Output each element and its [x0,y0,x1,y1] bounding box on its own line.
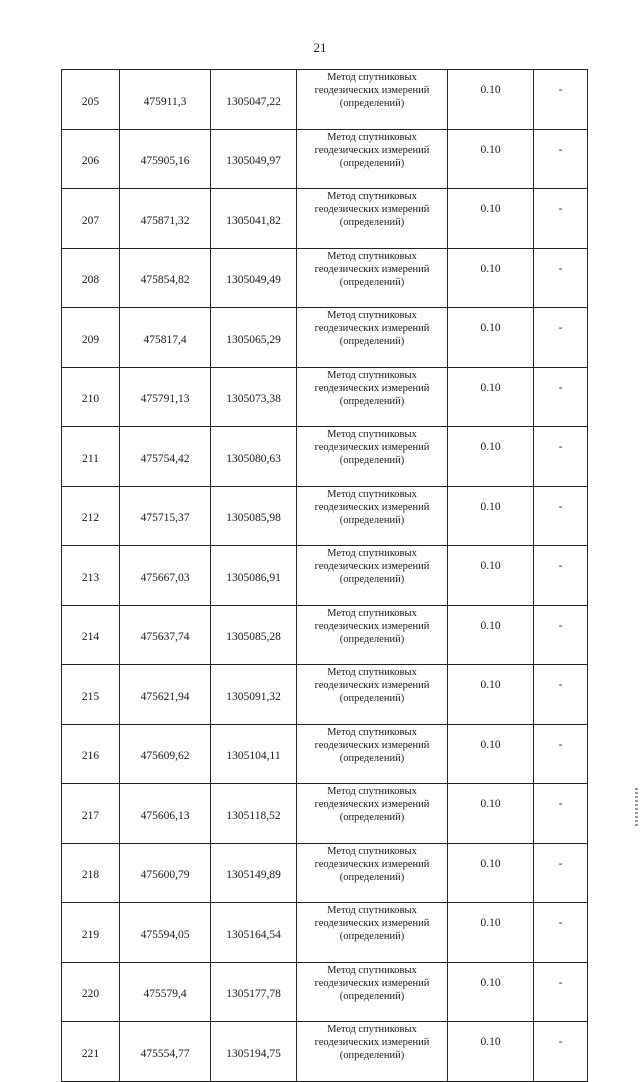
method-line: геодезических измерений [314,263,430,275]
method-line: (определений) [339,633,405,645]
method-line: (определений) [339,98,405,109]
y-coordinate-cell: 1305164,54 [211,903,297,963]
note-cell: - [534,724,588,784]
table-row [62,367,588,427]
x-coordinate-cell: 475609,62 [120,724,211,784]
point-number-cell: 217 [62,784,120,844]
method-line: Метод спутниковых [327,607,417,619]
note-cell: - [534,1022,588,1082]
table-row [62,129,588,189]
x-coordinate-cell: 475871,32 [120,189,211,249]
table-row [62,784,588,844]
y-coordinate-cell: 1305065,29 [211,308,297,368]
precision-cell: 0.10 [448,189,534,249]
note-cell: - [534,962,588,1022]
table-row [62,70,588,130]
table-row [62,546,588,606]
method-line: геодезических измерений [314,977,430,989]
note-cell: - [534,189,588,249]
method-cell [297,1022,448,1082]
page-number: 21 [313,40,327,55]
y-coordinate-cell: 1305085,28 [211,605,297,665]
method-line: геодезических измерений [314,739,430,751]
point-number-cell: 205 [62,70,120,130]
y-coordinate-cell: 1305041,82 [211,189,297,249]
table-row [62,724,588,784]
method-line: (определений) [339,1050,405,1061]
method-line: Метод спутниковых [327,1024,417,1035]
method-line: геодезических измерений [314,680,430,691]
method-line: (определений) [339,812,405,823]
method-cell [297,427,448,487]
method-line: Метод спутниковых [327,72,417,83]
point-number-cell: 211 [62,427,120,487]
method-line: Метод спутниковых [327,667,417,678]
note-cell: - [534,784,588,844]
method-line: (определений) [339,217,405,228]
method-line: геодезических измерений [314,561,430,572]
point-number-cell: 213 [62,546,120,606]
table-row [62,248,588,308]
method-line: (определений) [339,990,405,1002]
note-cell: - [534,546,588,606]
table-row [62,189,588,249]
scan-edge-mark [635,788,638,828]
note-cell: - [534,903,588,963]
method-line: (определений) [339,336,405,347]
point-number-cell: 212 [62,486,120,546]
method-line: геодезических измерений [314,442,430,453]
method-line: (определений) [339,693,405,704]
method-line: (определений) [339,574,405,585]
precision-cell: 0.10 [448,129,534,189]
table-row [62,1022,588,1082]
method-cell [297,248,448,308]
point-number-cell: 216 [62,724,120,784]
precision-cell: 0.10 [448,605,534,665]
method-cell [297,129,448,189]
method-line: Метод спутниковых [327,548,417,559]
precision-cell: 0.10 [448,962,534,1022]
method-line: геодезических измерений [314,144,430,156]
x-coordinate-cell: 475606,13 [120,784,211,844]
x-coordinate-cell: 475817,4 [120,308,211,368]
method-line: Метод спутниковых [327,429,417,440]
note-cell: - [534,427,588,487]
point-number-cell: 221 [62,1022,120,1082]
method-line: Метод спутниковых [327,191,417,202]
point-number-cell: 215 [62,665,120,725]
method-line: геодезических измерений [314,1037,430,1048]
precision-cell: 0.10 [448,308,534,368]
method-line: (определений) [339,157,405,169]
x-coordinate-cell: 475715,37 [120,486,211,546]
method-line: геодезических измерений [314,501,430,513]
method-line: геодезических измерений [314,620,430,632]
method-line: Метод спутниковых [327,488,417,500]
note-cell: - [534,843,588,903]
method-cell [297,308,448,368]
x-coordinate-cell: 475579,4 [120,962,211,1022]
x-coordinate-cell: 475911,3 [120,70,211,130]
precision-cell: 0.10 [448,367,534,427]
method-cell [297,189,448,249]
method-line: геодезических измерений [314,918,430,929]
method-line: геодезических измерений [314,323,430,334]
y-coordinate-cell: 1305073,38 [211,367,297,427]
method-line: геодезических измерений [314,382,430,394]
precision-cell: 0.10 [448,546,534,606]
precision-cell: 0.10 [448,724,534,784]
method-line: геодезических измерений [314,204,430,215]
point-number-cell: 206 [62,129,120,189]
note-cell: - [534,367,588,427]
table-row [62,605,588,665]
y-coordinate-cell: 1305049,97 [211,129,297,189]
table-row [62,843,588,903]
method-line: Метод спутниковых [327,964,417,976]
x-coordinate-cell: 475667,03 [120,546,211,606]
method-line: Метод спутниковых [327,905,417,916]
x-coordinate-cell: 475637,74 [120,605,211,665]
method-line: геодезических измерений [314,858,430,870]
table-row [62,427,588,487]
method-line: (определений) [339,455,405,466]
y-coordinate-cell: 1305091,32 [211,665,297,725]
method-line: Метод спутниковых [327,369,417,381]
method-line: геодезических измерений [314,799,430,810]
precision-cell: 0.10 [448,486,534,546]
method-line: Метод спутниковых [327,786,417,797]
method-line: Метод спутниковых [327,845,417,857]
method-line: (определений) [339,871,405,883]
note-cell: - [534,308,588,368]
method-line: Метод спутниковых [327,726,417,738]
y-coordinate-cell: 1305080,63 [211,427,297,487]
precision-cell: 0.10 [448,1022,534,1082]
method-cell [297,903,448,963]
point-number-cell: 214 [62,605,120,665]
table-row [62,486,588,546]
x-coordinate-cell: 475600,79 [120,843,211,903]
note-cell: - [534,486,588,546]
y-coordinate-cell: 1305177,78 [211,962,297,1022]
x-coordinate-cell: 475854,82 [120,248,211,308]
method-cell [297,367,448,427]
method-cell [297,70,448,130]
method-cell [297,486,448,546]
point-number-cell: 219 [62,903,120,963]
note-cell: - [534,70,588,130]
coordinates-table [61,69,588,1082]
method-cell [297,784,448,844]
table-row [62,903,588,963]
table-body [62,70,588,1082]
method-line: (определений) [339,276,405,288]
precision-cell: 0.10 [448,665,534,725]
method-line: (определений) [339,514,405,526]
method-line: Метод спутниковых [327,310,417,321]
x-coordinate-cell: 475754,42 [120,427,211,487]
y-coordinate-cell: 1305104,11 [211,724,297,784]
x-coordinate-cell: 475594,05 [120,903,211,963]
method-cell [297,665,448,725]
method-cell [297,605,448,665]
table-row [62,308,588,368]
y-coordinate-cell: 1305118,52 [211,784,297,844]
precision-cell: 0.10 [448,70,534,130]
note-cell: - [534,605,588,665]
point-number-cell: 208 [62,248,120,308]
table-row [62,962,588,1022]
method-line: (определений) [339,395,405,407]
method-line: Метод спутниковых [327,131,417,143]
x-coordinate-cell: 475905,16 [120,129,211,189]
point-number-cell: 218 [62,843,120,903]
method-cell [297,546,448,606]
y-coordinate-cell: 1305086,91 [211,546,297,606]
point-number-cell: 210 [62,367,120,427]
precision-cell: 0.10 [448,784,534,844]
y-coordinate-cell: 1305049,49 [211,248,297,308]
method-line: геодезических измерений [314,85,430,96]
precision-cell: 0.10 [448,903,534,963]
y-coordinate-cell: 1305194,75 [211,1022,297,1082]
table-row [62,665,588,725]
method-cell [297,962,448,1022]
method-cell [297,843,448,903]
y-coordinate-cell: 1305085,98 [211,486,297,546]
method-line: (определений) [339,931,405,942]
note-cell: - [534,248,588,308]
precision-cell: 0.10 [448,427,534,487]
x-coordinate-cell: 475554,77 [120,1022,211,1082]
method-line: (определений) [339,752,405,764]
y-coordinate-cell: 1305149,89 [211,843,297,903]
y-coordinate-cell: 1305047,22 [211,70,297,130]
method-cell [297,724,448,784]
method-line: Метод спутниковых [327,250,417,262]
precision-cell: 0.10 [448,843,534,903]
note-cell: - [534,665,588,725]
point-number-cell: 209 [62,308,120,368]
point-number-cell: 220 [62,962,120,1022]
x-coordinate-cell: 475791,13 [120,367,211,427]
x-coordinate-cell: 475621,94 [120,665,211,725]
precision-cell: 0.10 [448,248,534,308]
point-number-cell: 207 [62,189,120,249]
note-cell: - [534,129,588,189]
